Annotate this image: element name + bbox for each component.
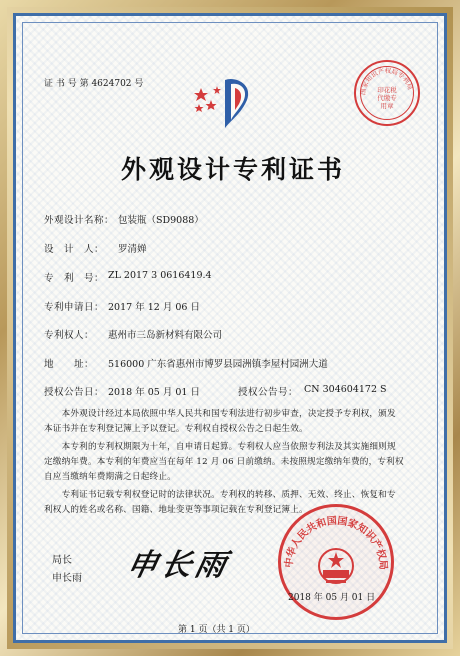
- field-label-application-date: 专利申请日：: [44, 302, 105, 313]
- field-value-grant-date: 2018 年 05 月 01 日: [108, 387, 200, 398]
- field-label-design-name: 外观设计名称：: [44, 215, 115, 226]
- paragraph-2-line-3: 自应当缴纳年费期满之日起终止。: [44, 472, 176, 482]
- paragraph-1-line-1: 本外观设计经过本局依照中华人民共和国专利法进行初步审查，决定授予专利权，颁发: [44, 409, 396, 419]
- paragraph-1-line-2: 本证书并在专利登记簿上予以登记。专利权自授权公告之日起生效。: [44, 424, 308, 434]
- issue-date: 2018 年 05 月 01 日: [288, 593, 376, 603]
- field-label-patent-no: 专 利 号：: [44, 273, 105, 284]
- field-label-grant-no: 授权公告号：: [238, 387, 299, 398]
- paragraph-3-line-2: 利权人的姓名或名称、国籍、地址变更等事项记载在专利登记簿上。: [44, 505, 308, 515]
- field-label-designer: 设 计 人：: [44, 244, 105, 255]
- certificate-title: 外观设计专利证书: [121, 155, 346, 184]
- paragraph-2-line-2: 定缴纳年费。本专利的年费应当在每年 12 月 06 日前缴纳。未按照规定缴纳年费的，专利权: [44, 457, 404, 467]
- certificate-paper: [13, 13, 447, 643]
- field-value-patentee: 惠州市三岛新材料有限公司: [108, 330, 223, 341]
- field-value-patent-no: ZL 2017 3 0616419.4: [108, 270, 212, 281]
- seal-center-text: 印花税 代缴专用章: [377, 86, 397, 110]
- tax-stamp-seal: [354, 60, 420, 126]
- field-label-address: 地 址：: [44, 359, 95, 370]
- field-label-patentee: 专利权人：: [44, 330, 95, 341]
- field-value-address: 516000 广东省惠州市博罗县园洲镇李屋村园洲大道: [108, 359, 328, 370]
- field-label-grant-date: 授权公告日：: [44, 387, 105, 398]
- field-value-grant-no: CN 304604172 S: [304, 384, 387, 395]
- signature-title: 局长: [52, 555, 72, 566]
- page-footer: 第 1 页（共 1 页）: [178, 625, 255, 635]
- paragraph-3-line-1: 专利证书记载专利权登记时的法律状况。专利权的转移、质押、无效、终止、恢复和专: [44, 490, 396, 500]
- field-value-designer: 罗清婵: [118, 244, 147, 255]
- seal-ring-text: 国家知识产权局专利局: [358, 66, 415, 96]
- paragraph-2-line-1: 本专利的专利权期限为十年，自申请日起算。专利权人应当依照专利法及其实施细则规: [44, 442, 396, 452]
- office-seal-ring-text: 中华人民共和国国家知识产权局: [283, 515, 389, 571]
- handwritten-signature: 申长雨: [123, 548, 233, 583]
- signature-name: 申长雨: [52, 573, 82, 584]
- field-value-design-name: 包装瓶（SD9088）: [118, 215, 204, 226]
- certificate-number: 证 书 号 第 4624702 号: [44, 79, 144, 89]
- field-value-application-date: 2017 年 12 月 06 日: [108, 302, 200, 313]
- patent-office-logo-icon: [191, 74, 271, 134]
